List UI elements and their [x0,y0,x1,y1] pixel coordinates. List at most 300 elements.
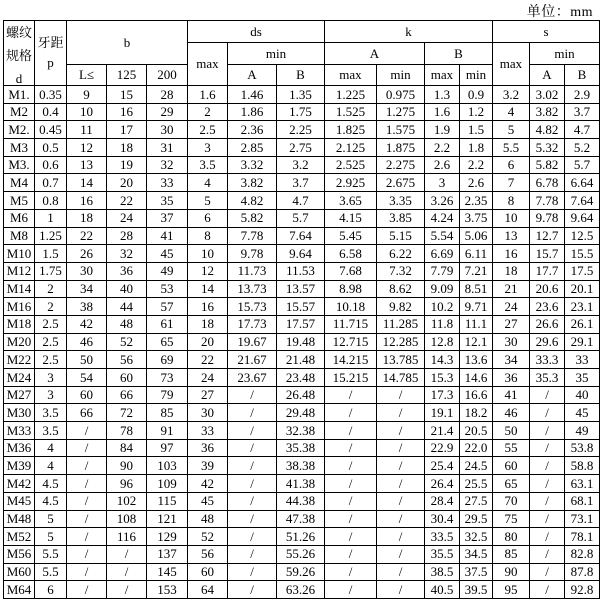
table-row [4,209,600,227]
table-row [4,262,600,280]
cell-k-b-min: 6.11 [460,245,493,263]
header-b-125: 125 [107,65,147,86]
header-thread-spec [4,21,35,86]
table-row [4,351,600,369]
cell-k-a-max: / [325,386,377,404]
cell-k-b-max: 35.5 [425,545,460,563]
cell-s-min-a: / [530,386,565,404]
cell-k-b-min: 20.5 [460,422,493,440]
cell-spec: M3 [4,139,35,157]
cell-ds-max: 12 [188,262,228,280]
cell-ds-max: 64 [188,581,228,599]
cell-ds-min-a: 13.73 [228,280,277,298]
cell-ds-min-a: 11.73 [228,262,277,280]
cell-b-l: 26 [67,245,107,263]
header-ds: ds [188,21,325,43]
cell-s-max: 16 [493,245,530,263]
cell-b-l: / [67,581,107,599]
cell-k-a-max: 8.98 [325,280,377,298]
cell-b-200: 137 [147,545,188,563]
cell-b-125: 16 [107,103,147,121]
cell-ds-min-a: 2.85 [228,139,277,157]
cell-ds-min-a: 9.78 [228,245,277,263]
cell-k-a-max: 7.68 [325,262,377,280]
cell-ds-min-a: / [228,404,277,422]
thread-spec-table [3,20,600,599]
cell-k-b-min: 1.2 [460,103,493,121]
cell-spec: M36 [4,439,35,457]
cell-ds-min-b: 1.35 [277,86,325,104]
table-row [4,528,600,546]
cell-ds-min-b: 32.38 [277,422,325,440]
cell-k-b-min: 18.2 [460,404,493,422]
cell-s-min-a: 26.6 [530,315,565,333]
cell-ds-min-a: 5.82 [228,209,277,227]
cell-b-125: 48 [107,315,147,333]
cell-b-l: 34 [67,280,107,298]
header-k-a: A [325,43,425,65]
cell-b-l: / [67,563,107,581]
cell-s-max: 90 [493,563,530,581]
cell-s-max: 5 [493,121,530,139]
header-s: s [493,21,600,43]
cell-ds-max: 16 [188,298,228,316]
header-s-min-b: B [565,65,600,86]
cell-b-l: / [67,492,107,510]
cell-pitch: 5.5 [35,563,67,581]
cell-s-min-b: 17.5 [565,262,600,280]
cell-k-a-min: 11.285 [377,315,425,333]
header-s-max: max [493,43,530,86]
cell-s-min-b: 3.7 [565,103,600,121]
cell-s-min-b: 87.8 [565,563,600,581]
cell-pitch: 0.8 [35,192,67,210]
cell-k-a-max: / [325,528,377,546]
cell-s-max: 7 [493,174,530,192]
cell-spec: M6 [4,209,35,227]
cell-s-max: 36 [493,369,530,387]
cell-k-b-max: 28.4 [425,492,460,510]
cell-ds-min-a: 19.67 [228,333,277,351]
table-row [4,475,600,493]
cell-k-a-min: 1.875 [377,139,425,157]
cell-ds-min-b: 26.48 [277,386,325,404]
header-k-a-min: min [377,65,425,86]
cell-b-200: 31 [147,139,188,157]
cell-k-a-max: / [325,439,377,457]
cell-k-b-min: 39.5 [460,581,493,599]
cell-k-b-min: 1.8 [460,139,493,157]
cell-k-b-max: 17.3 [425,386,460,404]
cell-k-b-min: 0.9 [460,86,493,104]
cell-s-max: 75 [493,510,530,528]
cell-pitch: 3 [35,386,67,404]
cell-pitch: 2 [35,298,67,316]
cell-ds-min-a: / [228,439,277,457]
cell-b-125: 32 [107,245,147,263]
cell-ds-min-a: 23.67 [228,369,277,387]
cell-b-l: / [67,545,107,563]
cell-s-min-b: 15.5 [565,245,600,263]
cell-ds-max: 45 [188,492,228,510]
cell-k-b-min: 16.6 [460,386,493,404]
cell-k-a-min: 1.575 [377,121,425,139]
cell-k-a-min: 13.785 [377,351,425,369]
cell-b-200: 57 [147,298,188,316]
cell-k-a-max: / [325,457,377,475]
cell-k-b-max: 1.6 [425,103,460,121]
cell-spec: M5 [4,192,35,210]
cell-k-b-max: 15.3 [425,369,460,387]
header-thread-spec-line3: d [15,71,23,85]
table-row [4,280,600,298]
cell-s-max: 95 [493,581,530,599]
cell-k-b-max: 3 [425,174,460,192]
cell-spec: M2 [4,103,35,121]
cell-ds-min-b: 29.48 [277,404,325,422]
cell-b-200: 121 [147,510,188,528]
cell-b-200: 61 [147,315,188,333]
header-pitch [35,21,67,86]
cell-k-a-max: / [325,475,377,493]
header-ds-min-b: B [277,65,325,86]
cell-k-a-min: / [377,439,425,457]
cell-b-200: 69 [147,351,188,369]
cell-k-a-min: 3.85 [377,209,425,227]
cell-s-max: 55 [493,439,530,457]
cell-s-max: 5.5 [493,139,530,157]
cell-pitch: 4 [35,439,67,457]
cell-k-a-max: / [325,492,377,510]
header-b: b [67,21,188,65]
cell-spec: M10 [4,245,35,263]
cell-ds-min-a: / [228,475,277,493]
cell-s-min-b: 40 [565,386,600,404]
cell-k-a-min: 3.35 [377,192,425,210]
cell-spec: M14 [4,280,35,298]
cell-b-125: 116 [107,528,147,546]
cell-k-b-max: 4.24 [425,209,460,227]
cell-b-l: 38 [67,298,107,316]
table-row [4,174,600,192]
cell-k-b-min: 3.75 [460,209,493,227]
cell-k-a-max: 1.525 [325,103,377,121]
cell-s-max: 65 [493,475,530,493]
cell-b-125: 108 [107,510,147,528]
cell-k-a-min: / [377,492,425,510]
cell-k-b-min: 13.6 [460,351,493,369]
cell-k-b-min: 12.1 [460,333,493,351]
cell-b-l: 18 [67,209,107,227]
cell-k-b-min: 24.5 [460,457,493,475]
cell-spec: M33 [4,422,35,440]
cell-s-min-a: 3.82 [530,103,565,121]
cell-s-min-b: 78.1 [565,528,600,546]
cell-s-min-b: 6.64 [565,174,600,192]
cell-ds-min-a: 3.32 [228,156,277,174]
cell-s-max: 27 [493,315,530,333]
cell-k-a-min: / [377,422,425,440]
cell-b-125: / [107,545,147,563]
table-row [4,298,600,316]
cell-spec: M2. [4,121,35,139]
cell-ds-min-a: / [228,422,277,440]
cell-s-min-b: 82.8 [565,545,600,563]
cell-pitch: 4 [35,457,67,475]
cell-b-200: 49 [147,262,188,280]
cell-b-200: 153 [147,581,188,599]
cell-s-min-b: 58.8 [565,457,600,475]
cell-ds-min-b: 15.57 [277,298,325,316]
table-row [4,404,600,422]
cell-s-min-b: 4.7 [565,121,600,139]
cell-ds-max: 52 [188,528,228,546]
header-k: k [325,21,493,43]
header-ds-max: max [188,43,228,86]
cell-s-max: 46 [493,404,530,422]
cell-ds-min-b: 3.2 [277,156,325,174]
cell-k-a-max: 14.215 [325,351,377,369]
table-row [4,103,600,121]
cell-s-min-b: 63.1 [565,475,600,493]
cell-ds-max: 30 [188,404,228,422]
cell-s-min-a: / [530,510,565,528]
cell-k-b-min: 2.2 [460,156,493,174]
cell-ds-max: 14 [188,280,228,298]
cell-b-l: 42 [67,315,107,333]
cell-s-min-a: / [530,581,565,599]
cell-b-200: 115 [147,492,188,510]
cell-k-a-min: 1.275 [377,103,425,121]
cell-k-a-max: / [325,563,377,581]
cell-s-min-b: 73.1 [565,510,600,528]
cell-s-max: 4 [493,103,530,121]
cell-spec: M3. [4,156,35,174]
cell-k-b-min: 27.5 [460,492,493,510]
cell-ds-max: 2.5 [188,121,228,139]
cell-b-l: 54 [67,369,107,387]
cell-ds-max: 2 [188,103,228,121]
cell-s-min-a: 5.32 [530,139,565,157]
cell-k-b-max: 1.9 [425,121,460,139]
cell-k-a-min: 9.82 [377,298,425,316]
cell-k-a-max: / [325,404,377,422]
cell-pitch: 6 [35,581,67,599]
cell-pitch: 2 [35,280,67,298]
cell-ds-min-a: 1.46 [228,86,277,104]
cell-k-b-max: 38.5 [425,563,460,581]
cell-k-a-min: 6.22 [377,245,425,263]
cell-ds-min-b: 2.75 [277,139,325,157]
cell-ds-min-b: 35.38 [277,439,325,457]
cell-ds-min-b: 1.75 [277,103,325,121]
cell-spec: M12 [4,262,35,280]
cell-spec: M22 [4,351,35,369]
cell-b-200: 32 [147,156,188,174]
cell-s-min-a: 7.78 [530,192,565,210]
table-row [4,510,600,528]
cell-b-125: 96 [107,475,147,493]
header-k-b-max: max [425,65,460,86]
cell-k-b-min: 5.06 [460,227,493,245]
cell-s-min-a: 29.6 [530,333,565,351]
table-row [4,245,600,263]
cell-b-125: 56 [107,351,147,369]
cell-s-min-b: 12.5 [565,227,600,245]
cell-pitch: 1.5 [35,245,67,263]
cell-pitch: 0.4 [35,103,67,121]
cell-b-125: 90 [107,457,147,475]
cell-ds-min-a: 15.73 [228,298,277,316]
cell-ds-min-b: 47.38 [277,510,325,528]
cell-b-200: 91 [147,422,188,440]
cell-s-min-a: / [530,563,565,581]
cell-spec: M56 [4,545,35,563]
table-row [4,563,600,581]
cell-s-min-a: 33.3 [530,351,565,369]
cell-ds-max: 42 [188,475,228,493]
cell-s-min-b: 5.7 [565,156,600,174]
cell-ds-min-b: 23.48 [277,369,325,387]
cell-k-a-max: 6.58 [325,245,377,263]
header-ds-min: min [228,43,325,65]
cell-b-l: 30 [67,262,107,280]
table-row [4,315,600,333]
cell-s-min-a: 23.6 [530,298,565,316]
cell-s-max: 30 [493,333,530,351]
cell-b-125: 18 [107,139,147,157]
cell-k-b-max: 9.09 [425,280,460,298]
cell-k-b-min: 22.0 [460,439,493,457]
header-k-a-max: max [325,65,377,86]
cell-k-a-min: 12.285 [377,333,425,351]
cell-k-b-min: 25.5 [460,475,493,493]
cell-ds-min-b: 11.53 [277,262,325,280]
cell-k-b-max: 19.1 [425,404,460,422]
cell-ds-max: 36 [188,439,228,457]
cell-b-125: 102 [107,492,147,510]
cell-k-a-max: 3.65 [325,192,377,210]
cell-k-b-max: 11.8 [425,315,460,333]
cell-k-b-max: 10.2 [425,298,460,316]
cell-b-200: 85 [147,404,188,422]
cell-b-200: 30 [147,121,188,139]
cell-spec: M30 [4,404,35,422]
unit-label: 单位：mm [526,5,593,20]
cell-pitch: 5.5 [35,545,67,563]
cell-spec: M42 [4,475,35,493]
cell-b-200: 129 [147,528,188,546]
cell-s-max: 34 [493,351,530,369]
header-s-min: min [530,43,600,65]
cell-b-l: 22 [67,227,107,245]
cell-k-a-max: / [325,422,377,440]
cell-b-200: 73 [147,369,188,387]
cell-ds-max: 1.6 [188,86,228,104]
cell-ds-max: 20 [188,333,228,351]
cell-k-a-min: 5.15 [377,227,425,245]
cell-s-min-a: / [530,545,565,563]
cell-k-a-min: / [377,475,425,493]
cell-k-b-max: 30.4 [425,510,460,528]
cell-s-min-b: 92.8 [565,581,600,599]
header-k-b-min: min [460,65,493,86]
cell-ds-max: 8 [188,227,228,245]
cell-k-a-max: 2.125 [325,139,377,157]
cell-s-min-a: 4.82 [530,121,565,139]
cell-b-125: 15 [107,86,147,104]
cell-spec: M8 [4,227,35,245]
cell-s-min-a: 35.3 [530,369,565,387]
cell-b-200: 29 [147,103,188,121]
cell-ds-max: 48 [188,510,228,528]
cell-ds-min-b: 41.38 [277,475,325,493]
cell-ds-min-b: 2.25 [277,121,325,139]
cell-ds-min-b: 7.64 [277,227,325,245]
cell-b-200: 103 [147,457,188,475]
cell-b-125: 22 [107,192,147,210]
cell-b-125: 52 [107,333,147,351]
cell-k-b-min: 37.5 [460,563,493,581]
cell-spec: M24 [4,369,35,387]
cell-pitch: 3.5 [35,422,67,440]
cell-ds-max: 22 [188,351,228,369]
cell-spec: M1. [4,86,35,104]
cell-k-a-min: 8.62 [377,280,425,298]
cell-k-b-min: 8.51 [460,280,493,298]
cell-b-l: 50 [67,351,107,369]
cell-k-a-min: 0.975 [377,86,425,104]
cell-b-l: / [67,528,107,546]
cell-pitch: 0.7 [35,174,67,192]
header-thread-spec-line1: 螺纹 [5,25,32,40]
cell-pitch: 4.5 [35,492,67,510]
cell-pitch: 4.5 [35,475,67,493]
cell-k-a-min: / [377,404,425,422]
cell-k-b-min: 34.5 [460,545,493,563]
cell-ds-max: 3.5 [188,156,228,174]
cell-b-200: 37 [147,209,188,227]
cell-k-b-min: 2.35 [460,192,493,210]
cell-b-200: 35 [147,192,188,210]
cell-pitch: 5 [35,510,67,528]
cell-ds-max: 60 [188,563,228,581]
cell-ds-min-a: / [228,492,277,510]
table-body [4,86,600,599]
cell-b-200: 109 [147,475,188,493]
cell-ds-min-a: / [228,510,277,528]
table-row [4,86,600,104]
cell-k-b-min: 1.5 [460,121,493,139]
cell-k-b-max: 21.4 [425,422,460,440]
cell-ds-min-b: 44.38 [277,492,325,510]
cell-s-min-b: 26.1 [565,315,600,333]
cell-s-min-b: 49 [565,422,600,440]
header-k-b: B [425,43,493,65]
cell-s-min-a: / [530,492,565,510]
cell-b-l: 46 [67,333,107,351]
cell-s-max: 10 [493,209,530,227]
cell-k-a-min: / [377,386,425,404]
cell-s-max: 13 [493,227,530,245]
cell-k-a-min: 7.32 [377,262,425,280]
cell-ds-min-a: / [228,386,277,404]
cell-s-min-b: 2.9 [565,86,600,104]
cell-s-min-a: 20.6 [530,280,565,298]
cell-b-125: 20 [107,174,147,192]
cell-k-a-max: 4.15 [325,209,377,227]
table-row [4,386,600,404]
